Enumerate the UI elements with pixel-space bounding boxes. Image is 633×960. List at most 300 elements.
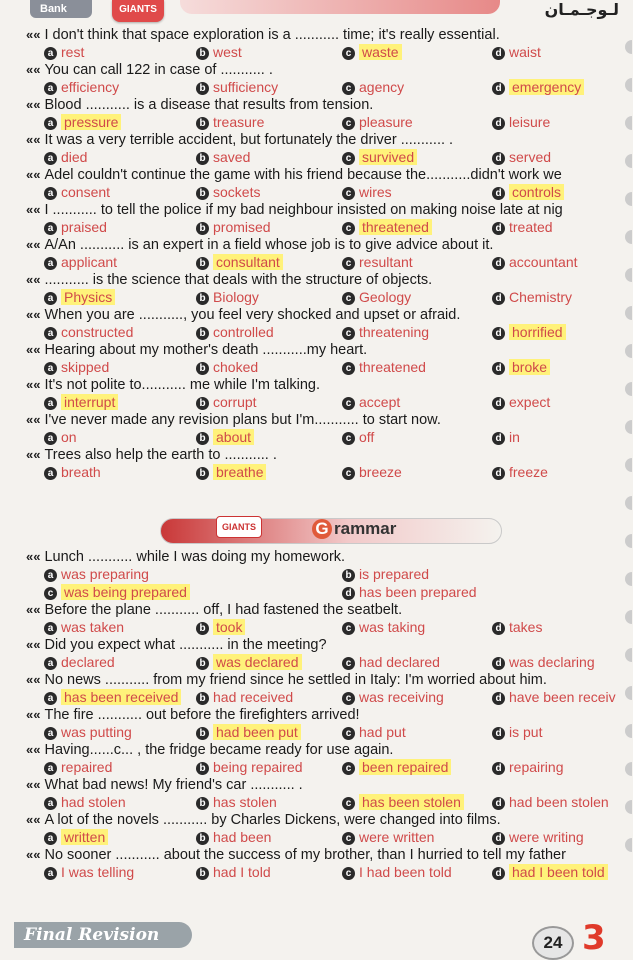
option-letter-icon: c bbox=[342, 867, 355, 880]
option-text: has stolen bbox=[213, 794, 277, 810]
option-letter-icon: b bbox=[342, 569, 355, 582]
option-text: freeze bbox=[509, 464, 548, 480]
question-stem bbox=[26, 811, 626, 828]
answer-option[interactable] bbox=[196, 113, 264, 131]
option-text: had put bbox=[359, 724, 406, 740]
answer-option[interactable] bbox=[44, 863, 134, 881]
answer-option[interactable] bbox=[196, 78, 278, 96]
option-letter-icon: b bbox=[196, 432, 209, 445]
question-text: I ........... to tell the police if my bad neighbour insisted on making noise late at nig bbox=[44, 202, 563, 218]
option-letter-icon: a bbox=[44, 692, 57, 705]
answer-option[interactable] bbox=[492, 428, 520, 446]
answer-option[interactable] bbox=[492, 148, 551, 166]
option-letter-icon: a bbox=[44, 727, 57, 740]
option-text: written bbox=[61, 829, 108, 845]
option-letter-icon: d bbox=[492, 832, 505, 845]
answer-option[interactable] bbox=[492, 288, 572, 306]
answer-option[interactable] bbox=[492, 323, 566, 341]
option-letter-icon: b bbox=[196, 152, 209, 165]
question-text: Hearing about my mother's death ...........my heart. bbox=[44, 342, 368, 358]
question-marker-icon: «« bbox=[26, 637, 41, 652]
option-letter-icon: d bbox=[492, 292, 505, 305]
option-letter-icon: b bbox=[196, 82, 209, 95]
question-text: When you are ..........., you feel very shocked and upset or afraid. bbox=[44, 307, 461, 323]
option-text: died bbox=[61, 149, 88, 165]
answer-option[interactable] bbox=[342, 428, 374, 446]
option-letter-icon: a bbox=[44, 467, 57, 480]
answer-option[interactable] bbox=[342, 253, 413, 271]
question-marker-icon: «« bbox=[26, 342, 41, 357]
question-marker-icon: «« bbox=[26, 237, 41, 252]
answer-option[interactable] bbox=[492, 253, 578, 271]
option-text: interrupt bbox=[61, 394, 118, 410]
vocabulary-section bbox=[26, 26, 626, 481]
question-marker-icon: «« bbox=[26, 812, 41, 827]
option-text: about bbox=[213, 429, 254, 445]
option-letter-icon: d bbox=[492, 327, 505, 340]
option-letter-icon: c bbox=[342, 362, 355, 375]
option-letter-icon: c bbox=[342, 117, 355, 130]
option-letter-icon: a bbox=[44, 762, 57, 775]
answer-option[interactable] bbox=[342, 583, 477, 601]
question-marker-icon: «« bbox=[26, 847, 41, 862]
option-text: resultant bbox=[359, 254, 413, 270]
question-marker-icon: «« bbox=[26, 27, 41, 42]
question-text: Adel couldn't continue the game with his friend because the...........didn't work we bbox=[44, 167, 562, 183]
answer-option[interactable] bbox=[492, 758, 563, 776]
options-row bbox=[26, 618, 626, 636]
option-letter-icon: d bbox=[492, 187, 505, 200]
answer-option[interactable] bbox=[492, 218, 553, 236]
answer-option[interactable] bbox=[342, 828, 434, 846]
answer-option[interactable] bbox=[196, 863, 271, 881]
answer-option[interactable] bbox=[44, 148, 87, 166]
answer-option[interactable] bbox=[44, 653, 115, 671]
option-text: constructed bbox=[61, 324, 134, 340]
answer-option[interactable] bbox=[196, 758, 303, 776]
option-text: leisure bbox=[509, 114, 551, 130]
option-letter-icon: a bbox=[44, 797, 57, 810]
answer-option[interactable] bbox=[342, 218, 432, 236]
options-row bbox=[26, 183, 626, 201]
answer-option[interactable] bbox=[492, 43, 541, 61]
option-letter-icon: a bbox=[44, 832, 57, 845]
option-text: was receiving bbox=[359, 689, 444, 705]
option-letter-icon: d bbox=[492, 82, 505, 95]
option-letter-icon: b bbox=[196, 47, 209, 60]
question-stem bbox=[26, 131, 626, 148]
option-text: takes bbox=[509, 619, 543, 635]
option-letter-icon: b bbox=[196, 117, 209, 130]
answer-option[interactable] bbox=[44, 618, 124, 636]
question-stem bbox=[26, 776, 626, 793]
option-text: Geology bbox=[359, 289, 412, 305]
answer-option[interactable] bbox=[44, 288, 115, 306]
answer-option[interactable] bbox=[196, 148, 250, 166]
question-stem bbox=[26, 376, 626, 393]
question-text: Did you expect what ........... in the meeting? bbox=[44, 637, 327, 653]
option-letter-icon: d bbox=[492, 362, 505, 375]
answer-option[interactable] bbox=[44, 323, 133, 341]
options-row bbox=[26, 565, 626, 583]
question-stem bbox=[26, 446, 626, 463]
answer-option[interactable] bbox=[196, 288, 259, 306]
footer bbox=[0, 918, 633, 960]
option-letter-icon: c bbox=[44, 587, 57, 600]
option-letter-icon: c bbox=[342, 832, 355, 845]
option-letter-icon: a bbox=[44, 432, 57, 445]
option-text: emergency bbox=[509, 79, 584, 95]
option-letter-icon: c bbox=[342, 797, 355, 810]
option-letter-icon: d bbox=[492, 47, 505, 60]
option-text: agency bbox=[359, 79, 405, 95]
grammar-title-rest: rammar bbox=[334, 519, 397, 538]
question-stem bbox=[26, 166, 626, 183]
question-text: You can call 122 in case of ........... . bbox=[44, 62, 273, 78]
option-letter-icon: a bbox=[44, 257, 57, 270]
option-letter-icon: c bbox=[342, 622, 355, 635]
question-stem bbox=[26, 306, 626, 323]
answer-option[interactable] bbox=[196, 43, 242, 61]
answer-option[interactable] bbox=[196, 688, 293, 706]
answer-option[interactable] bbox=[44, 688, 181, 706]
answer-option[interactable] bbox=[342, 113, 413, 131]
option-text: praised bbox=[61, 219, 107, 235]
question-text: Trees also help the earth to ........... . bbox=[44, 447, 277, 463]
answer-option[interactable] bbox=[196, 653, 302, 671]
option-text: Chemistry bbox=[509, 289, 573, 305]
option-letter-icon: d bbox=[492, 257, 505, 270]
option-letter-icon: b bbox=[196, 257, 209, 270]
option-text: consultant bbox=[213, 254, 283, 270]
option-letter-icon: b bbox=[196, 762, 209, 775]
option-text: was preparing bbox=[61, 566, 149, 582]
option-letter-icon: d bbox=[492, 867, 505, 880]
answer-option[interactable] bbox=[492, 618, 542, 636]
option-text: been repaired bbox=[359, 759, 451, 775]
question-marker-icon: «« bbox=[26, 602, 41, 617]
option-text: had I been told bbox=[509, 864, 608, 880]
option-letter-icon: b bbox=[196, 832, 209, 845]
answer-option[interactable] bbox=[492, 653, 595, 671]
option-text: pressure bbox=[61, 114, 121, 130]
answer-option[interactable] bbox=[44, 253, 117, 271]
options-row bbox=[26, 358, 626, 376]
option-text: survived bbox=[359, 149, 417, 165]
answer-option[interactable] bbox=[44, 793, 126, 811]
option-letter-icon: a bbox=[44, 222, 57, 235]
option-text: was declaring bbox=[509, 654, 595, 670]
option-text: had received bbox=[213, 689, 294, 705]
answer-option[interactable] bbox=[196, 358, 258, 376]
answer-option[interactable] bbox=[492, 793, 609, 811]
question-marker-icon: «« bbox=[26, 672, 41, 687]
option-text: threatened bbox=[359, 359, 426, 375]
option-text: was taken bbox=[61, 619, 125, 635]
answer-option[interactable] bbox=[44, 828, 108, 846]
question-text: A lot of the novels ........... by Charles Dickens, were changed into films. bbox=[44, 812, 501, 828]
unit-number: 3 bbox=[582, 918, 606, 958]
answer-option[interactable] bbox=[342, 358, 426, 376]
answer-option[interactable] bbox=[44, 358, 109, 376]
option-letter-icon: a bbox=[44, 82, 57, 95]
answer-option[interactable] bbox=[44, 723, 132, 741]
option-text: consent bbox=[61, 184, 111, 200]
option-letter-icon: d bbox=[492, 117, 505, 130]
options-row bbox=[26, 43, 626, 61]
options-row bbox=[26, 863, 626, 881]
options-row bbox=[26, 253, 626, 271]
option-letter-icon: c bbox=[342, 187, 355, 200]
question-stem bbox=[26, 741, 626, 758]
answer-option[interactable] bbox=[342, 653, 440, 671]
giants-badge: GIANTS bbox=[216, 516, 262, 538]
answer-option[interactable] bbox=[342, 758, 451, 776]
option-letter-icon: d bbox=[492, 397, 505, 410]
question-text: I don't think that space exploration is a ........... time; it's really essential. bbox=[44, 27, 500, 43]
options-row bbox=[26, 653, 626, 671]
option-text: were written bbox=[359, 829, 435, 845]
question-stem bbox=[26, 271, 626, 288]
option-text: rest bbox=[61, 44, 85, 60]
option-text: had been put bbox=[213, 724, 301, 740]
option-letter-icon: c bbox=[342, 257, 355, 270]
question-stem bbox=[26, 96, 626, 113]
question-text: Lunch ........... while I was doing my homework. bbox=[44, 549, 346, 565]
grammar-header bbox=[160, 516, 500, 544]
giants-logo: GIANTS bbox=[112, 0, 164, 22]
question-marker-icon: «« bbox=[26, 272, 41, 287]
answer-option[interactable] bbox=[342, 148, 417, 166]
question-text: No news ........... from my friend since he settled in Italy: I'm worried about him. bbox=[44, 672, 547, 688]
option-letter-icon: c bbox=[342, 82, 355, 95]
question-text: Before the plane ........... off, I had fastened the seatbelt. bbox=[44, 602, 403, 618]
option-letter-icon: d bbox=[492, 152, 505, 165]
option-letter-icon: b bbox=[196, 622, 209, 635]
option-letter-icon: d bbox=[492, 222, 505, 235]
answer-option[interactable] bbox=[342, 863, 452, 881]
question-marker-icon: «« bbox=[26, 412, 41, 427]
option-letter-icon: d bbox=[492, 727, 505, 740]
option-text: controls bbox=[509, 184, 564, 200]
question-stem bbox=[26, 201, 626, 218]
option-text: sockets bbox=[213, 184, 261, 200]
option-letter-icon: a bbox=[44, 657, 57, 670]
question-stem bbox=[26, 61, 626, 78]
options-row bbox=[26, 148, 626, 166]
option-letter-icon: c bbox=[342, 657, 355, 670]
option-letter-icon: c bbox=[342, 692, 355, 705]
option-letter-icon: c bbox=[342, 467, 355, 480]
option-letter-icon: a bbox=[44, 187, 57, 200]
answer-option[interactable] bbox=[492, 723, 542, 741]
option-text: skipped bbox=[61, 359, 110, 375]
answer-option[interactable] bbox=[196, 323, 274, 341]
answer-option[interactable] bbox=[196, 828, 271, 846]
question-stem bbox=[26, 636, 626, 653]
option-text: has been stolen bbox=[359, 794, 464, 810]
option-text: Biology bbox=[213, 289, 259, 305]
answer-option[interactable] bbox=[44, 218, 107, 236]
option-text: declared bbox=[61, 654, 115, 670]
answer-option[interactable] bbox=[342, 565, 429, 583]
answer-option[interactable] bbox=[44, 428, 77, 446]
option-text: horrified bbox=[509, 324, 566, 340]
option-text: controlled bbox=[213, 324, 274, 340]
options-row bbox=[26, 463, 626, 481]
question-stem bbox=[26, 601, 626, 618]
answer-option[interactable] bbox=[44, 583, 190, 601]
answer-option[interactable] bbox=[342, 793, 464, 811]
answer-option[interactable] bbox=[342, 688, 444, 706]
option-letter-icon: a bbox=[44, 362, 57, 375]
option-text: was taking bbox=[359, 619, 426, 635]
answer-option[interactable] bbox=[492, 863, 608, 881]
question-marker-icon: «« bbox=[26, 132, 41, 147]
option-text: is put bbox=[509, 724, 543, 740]
option-letter-icon: a bbox=[44, 327, 57, 340]
answer-option[interactable] bbox=[44, 393, 118, 411]
option-text: repairing bbox=[509, 759, 564, 775]
option-text: is prepared bbox=[359, 566, 430, 582]
option-text: accountant bbox=[509, 254, 578, 270]
option-text: on bbox=[61, 429, 77, 445]
answer-option[interactable] bbox=[342, 288, 411, 306]
answer-option[interactable] bbox=[44, 43, 84, 61]
option-text: threatening bbox=[359, 324, 430, 340]
option-letter-icon: c bbox=[342, 432, 355, 445]
option-text: I was telling bbox=[61, 864, 135, 880]
answer-option[interactable] bbox=[44, 78, 119, 96]
question-text: I've never made any revision plans but I'm........... to start now. bbox=[44, 412, 441, 428]
answer-option[interactable] bbox=[342, 43, 402, 61]
answer-option[interactable] bbox=[196, 463, 266, 481]
grammar-title bbox=[312, 519, 396, 539]
answer-option[interactable] bbox=[492, 113, 550, 131]
answer-option[interactable] bbox=[196, 793, 277, 811]
answer-option[interactable] bbox=[44, 565, 149, 583]
option-text: efficiency bbox=[61, 79, 120, 95]
option-letter-icon: c bbox=[342, 292, 355, 305]
option-text: accept bbox=[359, 394, 401, 410]
page-edge-tabs bbox=[625, 40, 633, 910]
option-text: repaired bbox=[61, 759, 113, 775]
answer-option[interactable] bbox=[44, 463, 101, 481]
option-text: pleasure bbox=[359, 114, 413, 130]
question-marker-icon: «« bbox=[26, 62, 41, 77]
question-stem bbox=[26, 26, 626, 43]
options-row bbox=[26, 393, 626, 411]
answer-option[interactable] bbox=[342, 463, 402, 481]
option-text: treated bbox=[509, 219, 553, 235]
option-text: has been received bbox=[61, 689, 181, 705]
answer-option[interactable] bbox=[492, 358, 550, 376]
answer-option[interactable] bbox=[44, 758, 112, 776]
option-text: were writing bbox=[509, 829, 584, 845]
options-row bbox=[26, 218, 626, 236]
question-text: ........... is the science that deals with the structure of objects. bbox=[44, 272, 433, 288]
question-text: No sooner ........... about the success of my brother, than I hurried to tell my father bbox=[44, 847, 566, 863]
question-text: A/An ........... is an expert in a field whose job is to give advice about it. bbox=[44, 237, 494, 253]
answer-option[interactable] bbox=[342, 78, 404, 96]
options-row bbox=[26, 758, 626, 776]
answer-option[interactable] bbox=[196, 218, 271, 236]
answer-option[interactable] bbox=[196, 253, 283, 271]
option-letter-icon: c bbox=[342, 727, 355, 740]
answer-option[interactable] bbox=[44, 183, 110, 201]
question-marker-icon: «« bbox=[26, 167, 41, 182]
question-stem bbox=[26, 706, 626, 723]
answer-option[interactable] bbox=[492, 78, 584, 96]
option-letter-icon: b bbox=[196, 657, 209, 670]
option-text: in bbox=[509, 429, 520, 445]
question-stem bbox=[26, 341, 626, 358]
option-text: west bbox=[213, 44, 242, 60]
option-letter-icon: c bbox=[342, 327, 355, 340]
option-text: applicant bbox=[61, 254, 118, 270]
answer-option[interactable] bbox=[342, 618, 425, 636]
options-row bbox=[26, 288, 626, 306]
option-letter-icon: c bbox=[342, 397, 355, 410]
answer-option[interactable] bbox=[196, 393, 257, 411]
option-letter-icon: b bbox=[196, 867, 209, 880]
question-text: It was a very terrible accident, but fortunately the driver ........... . bbox=[44, 132, 454, 148]
answer-option[interactable] bbox=[342, 323, 429, 341]
answer-option[interactable] bbox=[196, 183, 260, 201]
question-marker-icon: «« bbox=[26, 202, 41, 217]
bank-tab: Bank bbox=[30, 0, 92, 18]
option-text: Physics bbox=[61, 289, 115, 305]
options-row bbox=[26, 793, 626, 811]
question-marker-icon: «« bbox=[26, 707, 41, 722]
header-decoration bbox=[180, 0, 500, 14]
answer-option[interactable] bbox=[342, 723, 406, 741]
question-marker-icon: «« bbox=[26, 97, 41, 112]
option-letter-icon: a bbox=[44, 47, 57, 60]
option-letter-icon: b bbox=[196, 292, 209, 305]
answer-option[interactable] bbox=[492, 688, 616, 706]
options-row bbox=[26, 78, 626, 96]
option-text: choked bbox=[213, 359, 259, 375]
option-letter-icon: c bbox=[342, 222, 355, 235]
answer-option[interactable] bbox=[196, 723, 301, 741]
option-text: waste bbox=[359, 44, 402, 60]
question-marker-icon: «« bbox=[26, 377, 41, 392]
option-letter-icon: d bbox=[492, 432, 505, 445]
answer-option[interactable] bbox=[196, 428, 254, 446]
answer-option[interactable] bbox=[492, 463, 548, 481]
option-text: had I told bbox=[213, 864, 271, 880]
question-stem bbox=[26, 236, 626, 253]
top-bar bbox=[0, 0, 633, 26]
answer-option[interactable] bbox=[492, 393, 550, 411]
option-text: have been receiv bbox=[509, 689, 616, 705]
answer-option[interactable] bbox=[492, 828, 584, 846]
option-letter-icon: d bbox=[492, 762, 505, 775]
answer-option[interactable] bbox=[492, 183, 564, 201]
question-text: Having......c... , the fridge became ready for use again. bbox=[44, 742, 394, 758]
option-text: was declared bbox=[213, 654, 302, 670]
answer-option[interactable] bbox=[44, 113, 121, 131]
answer-option[interactable] bbox=[342, 183, 392, 201]
options-row bbox=[26, 583, 626, 601]
answer-option[interactable] bbox=[196, 618, 245, 636]
option-text: was putting bbox=[61, 724, 132, 740]
option-letter-icon: a bbox=[44, 292, 57, 305]
answer-option[interactable] bbox=[342, 393, 400, 411]
arabic-title: لـوجـمـان bbox=[544, 0, 619, 19]
option-letter-icon: b bbox=[196, 187, 209, 200]
